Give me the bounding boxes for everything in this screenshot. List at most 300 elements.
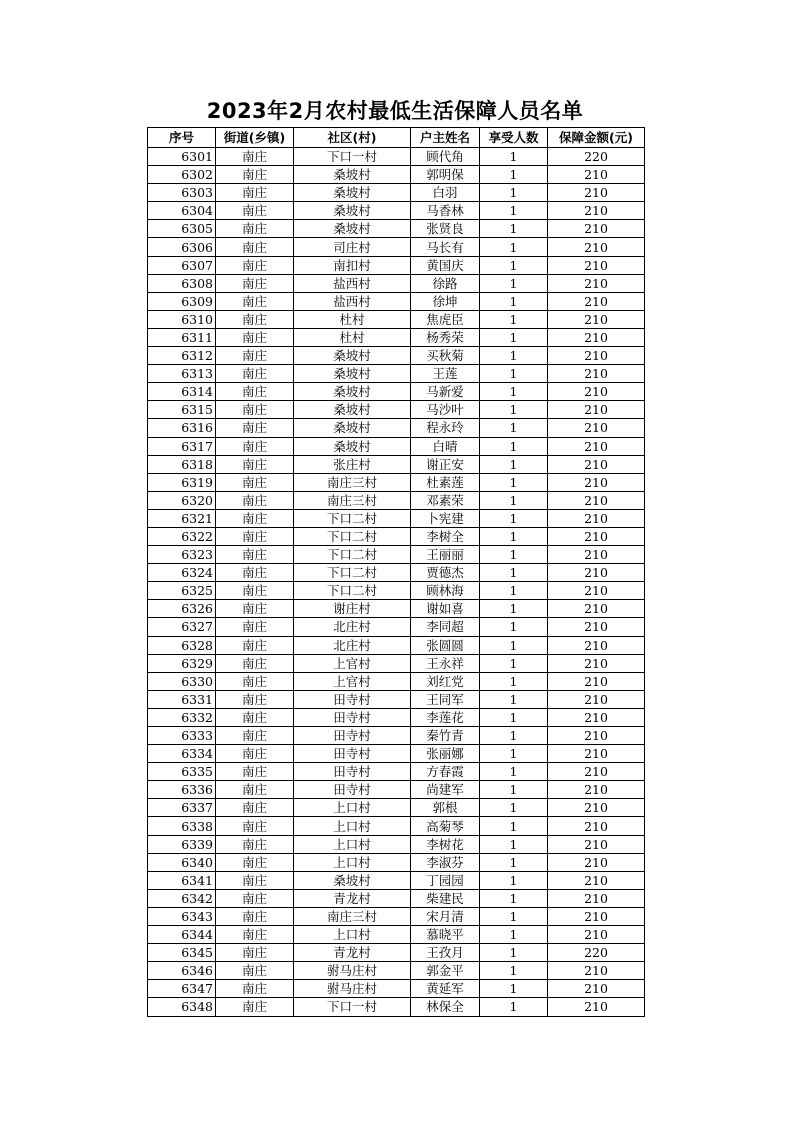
cell-amount: 210 [548, 636, 645, 654]
cell-street: 南庄 [216, 401, 294, 419]
table-row [148, 401, 645, 419]
table-row [148, 690, 645, 708]
cell-street: 南庄 [216, 509, 294, 527]
cell-persons: 1 [480, 582, 548, 600]
table-row [148, 473, 645, 491]
table-row [148, 184, 645, 202]
cell-street: 南庄 [216, 437, 294, 455]
cell-householder: 王同军 [411, 690, 480, 708]
cell-amount: 210 [548, 835, 645, 853]
cell-persons: 1 [480, 944, 548, 962]
header-householder: 户主姓名 [411, 128, 480, 148]
cell-seq: 6328 [148, 636, 216, 654]
cell-amount: 210 [548, 437, 645, 455]
cell-persons: 1 [480, 763, 548, 781]
cell-community: 桑坡村 [294, 401, 411, 419]
cell-householder: 李树花 [411, 835, 480, 853]
cell-community: 上口村 [294, 835, 411, 853]
cell-seq: 6317 [148, 437, 216, 455]
cell-street: 南庄 [216, 600, 294, 618]
cell-amount: 210 [548, 672, 645, 690]
cell-householder: 程永玲 [411, 419, 480, 437]
cell-amount: 210 [548, 980, 645, 998]
header-street: 街道(乡镇) [216, 128, 294, 148]
cell-seq: 6348 [148, 998, 216, 1016]
cell-street: 南庄 [216, 853, 294, 871]
cell-amount: 210 [548, 220, 645, 238]
cell-street: 南庄 [216, 274, 294, 292]
cell-householder: 张贤良 [411, 220, 480, 238]
cell-persons: 1 [480, 347, 548, 365]
table-row [148, 962, 645, 980]
cell-community: 上口村 [294, 817, 411, 835]
table-row [148, 745, 645, 763]
cell-seq: 6330 [148, 672, 216, 690]
cell-community: 田寺村 [294, 745, 411, 763]
cell-street: 南庄 [216, 220, 294, 238]
cell-seq: 6301 [148, 148, 216, 166]
cell-persons: 1 [480, 817, 548, 835]
cell-seq: 6319 [148, 473, 216, 491]
cell-householder: 方春霞 [411, 763, 480, 781]
cell-community: 司庄村 [294, 238, 411, 256]
cell-seq: 6311 [148, 328, 216, 346]
cell-amount: 210 [548, 907, 645, 925]
table-row [148, 455, 645, 473]
table-header-row [148, 128, 645, 148]
cell-persons: 1 [480, 781, 548, 799]
cell-street: 南庄 [216, 347, 294, 365]
cell-seq: 6336 [148, 781, 216, 799]
cell-persons: 1 [480, 256, 548, 274]
cell-street: 南庄 [216, 690, 294, 708]
cell-householder: 白羽 [411, 184, 480, 202]
cell-street: 南庄 [216, 926, 294, 944]
cell-amount: 210 [548, 654, 645, 672]
cell-street: 南庄 [216, 527, 294, 545]
cell-community: 南庄三村 [294, 491, 411, 509]
cell-community: 北庄村 [294, 618, 411, 636]
cell-seq: 6346 [148, 962, 216, 980]
cell-street: 南庄 [216, 781, 294, 799]
table-row [148, 220, 645, 238]
cell-seq: 6320 [148, 491, 216, 509]
cell-seq: 6305 [148, 220, 216, 238]
cell-householder: 卜宪建 [411, 509, 480, 527]
cell-persons: 1 [480, 926, 548, 944]
table-row [148, 383, 645, 401]
cell-householder: 白晴 [411, 437, 480, 455]
cell-amount: 210 [548, 292, 645, 310]
cell-amount: 210 [548, 708, 645, 726]
cell-street: 南庄 [216, 184, 294, 202]
cell-amount: 210 [548, 727, 645, 745]
cell-householder: 高菊琴 [411, 817, 480, 835]
cell-householder: 李同超 [411, 618, 480, 636]
cell-persons: 1 [480, 509, 548, 527]
table-row [148, 600, 645, 618]
cell-seq: 6331 [148, 690, 216, 708]
table-row [148, 654, 645, 672]
cell-householder: 谢如喜 [411, 600, 480, 618]
cell-seq: 6334 [148, 745, 216, 763]
cell-persons: 1 [480, 907, 548, 925]
cell-persons: 1 [480, 437, 548, 455]
cell-persons: 1 [480, 166, 548, 184]
cell-street: 南庄 [216, 419, 294, 437]
cell-persons: 1 [480, 383, 548, 401]
cell-community: 桑坡村 [294, 220, 411, 238]
cell-community: 谢庄村 [294, 600, 411, 618]
cell-street: 南庄 [216, 473, 294, 491]
table-row [148, 835, 645, 853]
cell-community: 桑坡村 [294, 184, 411, 202]
table-row [148, 419, 645, 437]
cell-seq: 6308 [148, 274, 216, 292]
cell-householder: 李莲花 [411, 708, 480, 726]
cell-seq: 6339 [148, 835, 216, 853]
cell-street: 南庄 [216, 672, 294, 690]
cell-householder: 邓素荣 [411, 491, 480, 509]
table-body [148, 148, 645, 1017]
cell-street: 南庄 [216, 328, 294, 346]
cell-persons: 1 [480, 220, 548, 238]
cell-householder: 柴建民 [411, 889, 480, 907]
cell-street: 南庄 [216, 835, 294, 853]
cell-persons: 1 [480, 889, 548, 907]
cell-community: 下口二村 [294, 564, 411, 582]
cell-householder: 徐坤 [411, 292, 480, 310]
cell-seq: 6335 [148, 763, 216, 781]
cell-amount: 210 [548, 889, 645, 907]
cell-street: 南庄 [216, 383, 294, 401]
table-row [148, 708, 645, 726]
cell-community: 桑坡村 [294, 383, 411, 401]
cell-persons: 1 [480, 148, 548, 166]
cell-seq: 6309 [148, 292, 216, 310]
cell-persons: 1 [480, 365, 548, 383]
cell-street: 南庄 [216, 636, 294, 654]
cell-seq: 6318 [148, 455, 216, 473]
cell-seq: 6344 [148, 926, 216, 944]
cell-persons: 1 [480, 491, 548, 509]
cell-householder: 郭金平 [411, 962, 480, 980]
cell-street: 南庄 [216, 166, 294, 184]
cell-amount: 210 [548, 799, 645, 817]
cell-community: 下口一村 [294, 148, 411, 166]
cell-community: 张庄村 [294, 455, 411, 473]
cell-community: 南庄三村 [294, 907, 411, 925]
cell-seq: 6302 [148, 166, 216, 184]
cell-street: 南庄 [216, 962, 294, 980]
cell-householder: 徐路 [411, 274, 480, 292]
cell-householder: 顾林海 [411, 582, 480, 600]
cell-persons: 1 [480, 184, 548, 202]
cell-persons: 1 [480, 871, 548, 889]
cell-householder: 谢正安 [411, 455, 480, 473]
cell-persons: 1 [480, 998, 548, 1016]
cell-amount: 210 [548, 383, 645, 401]
cell-seq: 6333 [148, 727, 216, 745]
cell-amount: 210 [548, 690, 645, 708]
cell-street: 南庄 [216, 998, 294, 1016]
table-row [148, 980, 645, 998]
cell-persons: 1 [480, 202, 548, 220]
cell-persons: 1 [480, 672, 548, 690]
table-row [148, 998, 645, 1016]
cell-seq: 6345 [148, 944, 216, 962]
cell-persons: 1 [480, 708, 548, 726]
cell-street: 南庄 [216, 618, 294, 636]
table-row [148, 238, 645, 256]
cell-amount: 210 [548, 781, 645, 799]
cell-community: 田寺村 [294, 763, 411, 781]
table-row [148, 672, 645, 690]
cell-seq: 6338 [148, 817, 216, 835]
cell-street: 南庄 [216, 980, 294, 998]
cell-persons: 1 [480, 618, 548, 636]
table-row [148, 817, 645, 835]
cell-seq: 6306 [148, 238, 216, 256]
cell-community: 上口村 [294, 799, 411, 817]
cell-persons: 1 [480, 292, 548, 310]
cell-seq: 6315 [148, 401, 216, 419]
cell-persons: 1 [480, 654, 548, 672]
cell-seq: 6325 [148, 582, 216, 600]
cell-street: 南庄 [216, 745, 294, 763]
cell-seq: 6322 [148, 527, 216, 545]
cell-householder: 李树全 [411, 527, 480, 545]
beneficiary-table [147, 127, 645, 1017]
cell-community: 青龙村 [294, 889, 411, 907]
table-row [148, 437, 645, 455]
cell-seq: 6323 [148, 546, 216, 564]
cell-persons: 1 [480, 455, 548, 473]
cell-community: 驸马庄村 [294, 962, 411, 980]
cell-street: 南庄 [216, 292, 294, 310]
cell-community: 青龙村 [294, 944, 411, 962]
cell-seq: 6307 [148, 256, 216, 274]
cell-amount: 210 [548, 401, 645, 419]
cell-amount: 210 [548, 166, 645, 184]
cell-community: 下口二村 [294, 546, 411, 564]
table-row [148, 256, 645, 274]
cell-street: 南庄 [216, 564, 294, 582]
cell-householder: 王永祥 [411, 654, 480, 672]
cell-amount: 210 [548, 328, 645, 346]
cell-seq: 6313 [148, 365, 216, 383]
header-seq: 序号 [148, 128, 216, 148]
cell-community: 杜村 [294, 328, 411, 346]
cell-community: 桑坡村 [294, 347, 411, 365]
cell-persons: 1 [480, 799, 548, 817]
cell-householder: 丁园园 [411, 871, 480, 889]
cell-persons: 1 [480, 835, 548, 853]
cell-householder: 马新爱 [411, 383, 480, 401]
header-amount: 保障金额(元) [548, 128, 645, 148]
cell-seq: 6326 [148, 600, 216, 618]
cell-seq: 6304 [148, 202, 216, 220]
table-row [148, 636, 645, 654]
cell-householder: 郭明保 [411, 166, 480, 184]
header-community: 社区(村) [294, 128, 411, 148]
table-row [148, 799, 645, 817]
cell-householder: 贾德杰 [411, 564, 480, 582]
cell-amount: 210 [548, 527, 645, 545]
cell-street: 南庄 [216, 582, 294, 600]
cell-amount: 210 [548, 546, 645, 564]
cell-street: 南庄 [216, 365, 294, 383]
table-row [148, 365, 645, 383]
table-row [148, 582, 645, 600]
cell-householder: 张丽娜 [411, 745, 480, 763]
cell-amount: 210 [548, 274, 645, 292]
table-row [148, 564, 645, 582]
table-row [148, 546, 645, 564]
cell-street: 南庄 [216, 455, 294, 473]
cell-amount: 210 [548, 600, 645, 618]
table-row [148, 618, 645, 636]
table-row [148, 926, 645, 944]
cell-community: 北庄村 [294, 636, 411, 654]
cell-amount: 210 [548, 763, 645, 781]
cell-seq: 6343 [148, 907, 216, 925]
table-row [148, 166, 645, 184]
cell-amount: 210 [548, 564, 645, 582]
cell-householder: 李淑芬 [411, 853, 480, 871]
cell-amount: 210 [548, 473, 645, 491]
cell-amount: 210 [548, 853, 645, 871]
cell-seq: 6329 [148, 654, 216, 672]
cell-street: 南庄 [216, 310, 294, 328]
cell-amount: 210 [548, 745, 645, 763]
cell-seq: 6347 [148, 980, 216, 998]
cell-community: 上官村 [294, 654, 411, 672]
table-row [148, 763, 645, 781]
cell-street: 南庄 [216, 708, 294, 726]
cell-community: 桑坡村 [294, 419, 411, 437]
table-row [148, 907, 645, 925]
cell-community: 盐西村 [294, 274, 411, 292]
cell-amount: 210 [548, 419, 645, 437]
cell-seq: 6312 [148, 347, 216, 365]
cell-amount: 210 [548, 926, 645, 944]
cell-householder: 买秋菊 [411, 347, 480, 365]
cell-seq: 6337 [148, 799, 216, 817]
cell-amount: 210 [548, 618, 645, 636]
cell-community: 盐西村 [294, 292, 411, 310]
cell-seq: 6340 [148, 853, 216, 871]
cell-persons: 1 [480, 419, 548, 437]
page-title: 2023年2月农村最低生活保障人员名单 [206, 99, 584, 123]
cell-street: 南庄 [216, 799, 294, 817]
cell-persons: 1 [480, 310, 548, 328]
table-row [148, 527, 645, 545]
cell-amount: 210 [548, 365, 645, 383]
cell-householder: 郭根 [411, 799, 480, 817]
cell-community: 上口村 [294, 853, 411, 871]
cell-householder: 马长有 [411, 238, 480, 256]
cell-street: 南庄 [216, 148, 294, 166]
cell-community: 上官村 [294, 672, 411, 690]
cell-community: 南庄三村 [294, 473, 411, 491]
table-row [148, 148, 645, 166]
table-row [148, 491, 645, 509]
cell-community: 杜村 [294, 310, 411, 328]
cell-householder: 马香林 [411, 202, 480, 220]
cell-community: 桑坡村 [294, 166, 411, 184]
cell-householder: 刘红党 [411, 672, 480, 690]
cell-householder: 杨秀荣 [411, 328, 480, 346]
cell-persons: 1 [480, 473, 548, 491]
cell-amount: 210 [548, 347, 645, 365]
cell-householder: 黄延军 [411, 980, 480, 998]
table-row [148, 853, 645, 871]
cell-persons: 1 [480, 328, 548, 346]
cell-persons: 1 [480, 401, 548, 419]
cell-persons: 1 [480, 853, 548, 871]
cell-householder: 宋月清 [411, 907, 480, 925]
cell-community: 桑坡村 [294, 437, 411, 455]
cell-householder: 马沙叶 [411, 401, 480, 419]
cell-amount: 210 [548, 998, 645, 1016]
cell-persons: 1 [480, 564, 548, 582]
cell-community: 田寺村 [294, 690, 411, 708]
cell-seq: 6314 [148, 383, 216, 401]
cell-amount: 210 [548, 582, 645, 600]
cell-householder: 慕晓平 [411, 926, 480, 944]
cell-seq: 6342 [148, 889, 216, 907]
cell-persons: 1 [480, 980, 548, 998]
cell-community: 下口二村 [294, 582, 411, 600]
cell-community: 桑坡村 [294, 871, 411, 889]
table-row [148, 274, 645, 292]
table-row [148, 328, 645, 346]
cell-persons: 1 [480, 745, 548, 763]
cell-street: 南庄 [216, 907, 294, 925]
table-row [148, 944, 645, 962]
cell-persons: 1 [480, 962, 548, 980]
cell-amount: 210 [548, 455, 645, 473]
cell-persons: 1 [480, 636, 548, 654]
cell-householder: 焦虎臣 [411, 310, 480, 328]
cell-street: 南庄 [216, 889, 294, 907]
cell-persons: 1 [480, 600, 548, 618]
cell-street: 南庄 [216, 727, 294, 745]
cell-amount: 210 [548, 256, 645, 274]
cell-householder: 黄国庆 [411, 256, 480, 274]
table-row [148, 509, 645, 527]
cell-street: 南庄 [216, 256, 294, 274]
table-row [148, 202, 645, 220]
cell-amount: 210 [548, 817, 645, 835]
cell-householder: 王孜月 [411, 944, 480, 962]
cell-street: 南庄 [216, 238, 294, 256]
cell-street: 南庄 [216, 871, 294, 889]
cell-amount: 210 [548, 184, 645, 202]
table-row [148, 292, 645, 310]
cell-householder: 杜素莲 [411, 473, 480, 491]
cell-amount: 210 [548, 310, 645, 328]
cell-community: 驸马庄村 [294, 980, 411, 998]
cell-community: 桑坡村 [294, 365, 411, 383]
cell-persons: 1 [480, 274, 548, 292]
cell-amount: 210 [548, 509, 645, 527]
cell-amount: 220 [548, 148, 645, 166]
cell-street: 南庄 [216, 944, 294, 962]
cell-householder: 顾代角 [411, 148, 480, 166]
cell-amount: 220 [548, 944, 645, 962]
